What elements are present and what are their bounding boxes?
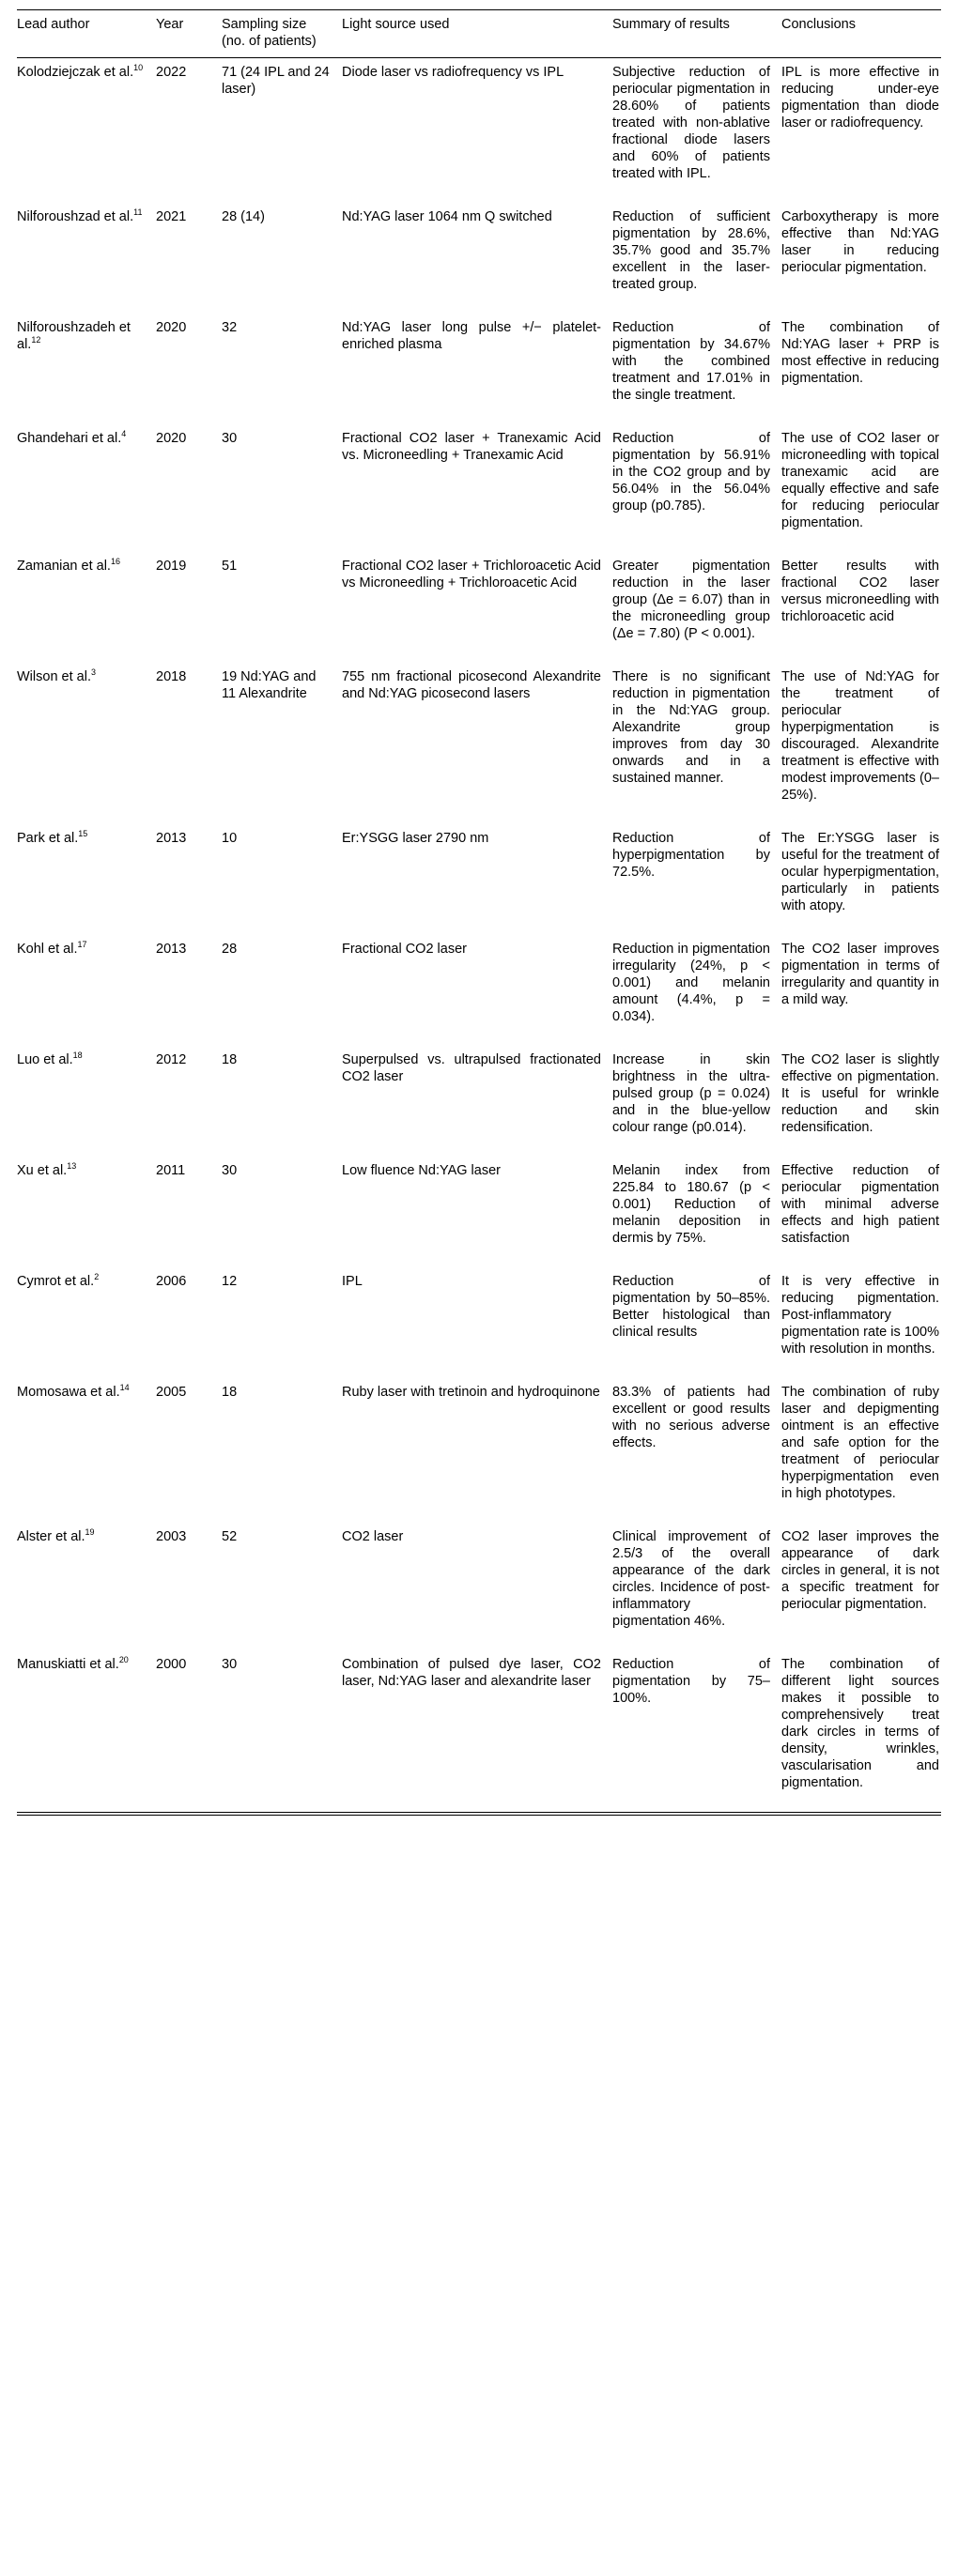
conclusions-cell: IPL is more effective in reducing under-eye pigmentation than diode laser or radiofrequency.	[781, 65, 939, 130]
sampling-size-cell: 32	[222, 320, 238, 335]
conclusions-cell: The CO2 laser improves pigmentation in terms of irregularity and quantity in a mild way.	[781, 942, 939, 1007]
summary-cell: Reduction of pigmentation by 56.91% in the CO2 group and by 56.04% in the 56.04% group (p0.785).	[612, 431, 770, 514]
reference-superscript: 11	[133, 207, 143, 218]
table-row	[17, 314, 941, 424]
light-source-cell: Superpulsed vs. ultrapulsed fractionated CO2 laser	[342, 1052, 601, 1084]
light-source-cell: Combination of pulsed dye laser, CO2 laser, Nd:YAG laser and alexandrite laser	[342, 1657, 601, 1689]
year-cell: 2018	[156, 669, 187, 684]
sampling-size-cell: 30	[222, 1657, 238, 1672]
lead-author-cell	[17, 424, 156, 552]
lead-author: Park et al.	[17, 831, 79, 846]
light-source-cell: IPL	[342, 1274, 363, 1289]
table-row	[17, 1046, 941, 1157]
conclusions-cell: The combination of Nd:YAG laser + PRP is most effective in reducing pigmentation.	[781, 320, 939, 386]
column-header-year: Year	[156, 10, 222, 58]
reference-superscript: 13	[67, 1161, 77, 1172]
lead-author-cell	[17, 663, 156, 824]
reference-superscript: 15	[78, 829, 88, 839]
sampling-size-cell: 52	[222, 1529, 238, 1544]
light-source-cell: Fractional CO2 laser + Tranexamic Acid vs. Microneedling + Tranexamic Acid	[342, 431, 601, 463]
summary-cell: Reduction of hyperpigmentation by 72.5%.	[612, 831, 770, 880]
results-table	[17, 9, 941, 1813]
reference-superscript: 17	[77, 940, 87, 950]
sampling-size-cell: 12	[222, 1274, 238, 1289]
lead-author: Luo et al.	[17, 1052, 73, 1067]
year-cell: 2013	[156, 831, 187, 846]
lead-author-cell	[17, 314, 156, 424]
lead-author-cell	[17, 1157, 156, 1267]
light-source-cell: Nd:YAG laser long pulse +/− platelet-enriched plasma	[342, 320, 601, 352]
summary-cell: There is no significant reduction in pigmentation in the Nd:YAG group. Alexandrite group improves from day 30 onwards and in a sustained manner.	[612, 669, 770, 786]
table-row	[17, 1378, 941, 1523]
light-source-cell: Fractional CO2 laser	[342, 942, 467, 957]
year-cell: 2000	[156, 1657, 187, 1672]
conclusions-cell: The use of CO2 laser or microneedling with topical tranexamic acid are equally effective and safe for reducing periocular pigmentation.	[781, 431, 939, 530]
year-cell: 2006	[156, 1274, 187, 1289]
light-source-cell: 755 nm fractional picosecond Alexandrite and Nd:YAG picosecond lasers	[342, 669, 601, 701]
year-cell: 2020	[156, 320, 187, 335]
conclusions-cell: The combination of different light sources makes it possible to comprehensively treat dark circles in terms of density, wrinkles, vascularisation and pigmentation.	[781, 1657, 939, 1790]
lead-author: Nilforoushzadeh et al.	[17, 320, 131, 352]
lead-author: Ghandehari et al.	[17, 431, 122, 446]
reference-superscript: 19	[85, 1527, 95, 1538]
lead-author-cell	[17, 203, 156, 314]
conclusions-cell: Better results with fractional CO2 laser versus microneedling with trichloroacetic acid	[781, 559, 939, 624]
year-cell: 2022	[156, 65, 187, 80]
sampling-size-cell: 10	[222, 831, 238, 846]
reference-superscript: 2	[94, 1272, 100, 1282]
year-cell: 2013	[156, 942, 187, 957]
table-row	[17, 424, 941, 552]
summary-cell: Reduction of pigmentation by 50–85%. Better histological than clinical results	[612, 1274, 770, 1340]
sampling-size-cell: 51	[222, 559, 238, 574]
conclusions-cell: CO2 laser improves the appearance of dark circles in general, it is not a specific treatment for periocular pigmentation.	[781, 1529, 939, 1612]
lead-author: Momosawa et al.	[17, 1385, 120, 1400]
lead-author: Alster et al.	[17, 1529, 85, 1544]
summary-cell: Reduction in pigmentation irregularity (24%, p < 0.001) and melanin amount (4.4%, p = 0.034).	[612, 942, 770, 1024]
lead-author-cell	[17, 58, 156, 204]
lead-author-cell	[17, 1378, 156, 1523]
year-cell: 2021	[156, 209, 187, 224]
light-source-cell: Fractional CO2 laser + Trichloroacetic Acid vs Microneedling + Trichloroacetic Acid	[342, 559, 601, 590]
summary-cell: Reduction of pigmentation by 75–100%.	[612, 1657, 770, 1706]
summary-cell: Melanin index from 225.84 to 180.67 (p < 0.001) Reduction of melanin deposition in dermis by 75%.	[612, 1163, 770, 1246]
conclusions-cell: The use of Nd:YAG for the treatment of periocular hyperpigmentation is discouraged. Alexandrite treatment is effective with modest improvements (0–25%).	[781, 669, 939, 803]
lead-author-cell	[17, 552, 156, 663]
summary-cell: Clinical improvement of 2.5/3 of the overall appearance of the dark circles. Incidence of post-inflammatory pigmentation 46%.	[612, 1529, 770, 1629]
lead-author: Xu et al.	[17, 1163, 68, 1178]
column-header-summary: Summary of results	[612, 10, 781, 58]
lead-author: Nilforoushzad et al.	[17, 209, 134, 224]
conclusions-cell: The Er:YSGG laser is useful for the treatment of ocular hyperpigmentation, particularly in patients with atopy.	[781, 831, 939, 913]
reference-superscript: 18	[72, 1050, 83, 1061]
reference-superscript: 12	[31, 335, 41, 345]
lead-author: Kohl et al.	[17, 942, 78, 957]
year-cell: 2020	[156, 431, 187, 446]
lead-author: Wilson et al.	[17, 669, 91, 684]
table-row	[17, 58, 941, 204]
column-header-sampling-size: Sampling size (no. of patients)	[222, 10, 342, 58]
table-bottom-rule	[17, 1815, 941, 1816]
reference-superscript: 4	[121, 429, 127, 439]
table-row	[17, 203, 941, 314]
lead-author: Kolodziejczak et al.	[17, 65, 134, 80]
conclusions-cell: The CO2 laser is slightly effective on pigmentation. It is useful for wrinkle reduction and skin redensification.	[781, 1052, 939, 1135]
summary-cell: Greater pigmentation reduction in the laser group (Δe = 6.07) than in the microneedling group (Δe = 7.80) (P < 0.001).	[612, 559, 770, 641]
year-cell: 2003	[156, 1529, 187, 1544]
table-row	[17, 1157, 941, 1267]
reference-superscript: 3	[90, 667, 96, 678]
light-source-cell: Nd:YAG laser 1064 nm Q switched	[342, 209, 552, 224]
lead-author-cell	[17, 1650, 156, 1813]
light-source-cell: Diode laser vs radiofrequency vs IPL	[342, 65, 564, 80]
table-row	[17, 552, 941, 663]
column-header-conclusions: Conclusions	[781, 10, 941, 58]
sampling-size-cell: 28	[222, 942, 238, 957]
conclusions-cell: Carboxytherapy is more effective than Nd:YAG laser in reducing periocular pigmentation.	[781, 209, 939, 275]
light-source-cell: CO2 laser	[342, 1529, 404, 1544]
sampling-size-cell: 18	[222, 1052, 238, 1067]
sampling-size-cell: 19 Nd:YAG and 11 Alexandrite	[222, 669, 317, 701]
reference-superscript: 14	[119, 1383, 130, 1393]
sampling-size-cell: 71 (24 IPL and 24 laser)	[222, 65, 330, 97]
reference-superscript: 16	[110, 557, 120, 567]
lead-author-cell	[17, 1523, 156, 1650]
lead-author: Manuskiatti et al.	[17, 1657, 119, 1672]
lead-author: Cymrot et al.	[17, 1274, 95, 1289]
year-cell: 2012	[156, 1052, 187, 1067]
summary-cell: 83.3% of patients had excellent or good results with no serious adverse effects.	[612, 1385, 770, 1450]
reference-superscript: 10	[133, 63, 144, 73]
sampling-size-cell: 30	[222, 431, 238, 446]
summary-cell: Increase in skin brightness in the ultra-pulsed group (p = 0.024) and in the blue-yellow colour range (p0.014).	[612, 1052, 770, 1135]
summary-cell: Reduction of pigmentation by 34.67% with the combined treatment and 17.01% in the single treatment.	[612, 320, 770, 403]
light-source-cell: Low fluence Nd:YAG laser	[342, 1163, 501, 1178]
sampling-size-cell: 18	[222, 1385, 238, 1400]
sampling-size-cell: 28 (14)	[222, 209, 265, 224]
reference-superscript: 20	[118, 1655, 129, 1665]
lead-author-cell	[17, 1046, 156, 1157]
table-row	[17, 663, 941, 824]
lead-author-cell	[17, 935, 156, 1046]
conclusions-cell: The combination of ruby laser and depigmenting ointment is an effective and safe option for the treatment of periocular hyperpigmentation even in high phototypes.	[781, 1385, 939, 1501]
table-row	[17, 1523, 941, 1650]
conclusions-cell: Effective reduction of periocular pigmentation with minimal adverse effects and high patient satisfaction	[781, 1163, 939, 1246]
light-source-cell: Er:YSGG laser 2790 nm	[342, 831, 489, 846]
lead-author: Zamanian et al.	[17, 559, 111, 574]
table-row	[17, 1267, 941, 1378]
conclusions-cell: It is very effective in reducing pigmentation. Post-inflammatory pigmentation rate is 100% with resolution in months.	[781, 1274, 939, 1357]
sampling-size-cell: 30	[222, 1163, 238, 1178]
table-row	[17, 1650, 941, 1813]
column-header-light-source: Light source used	[342, 10, 612, 58]
table-row	[17, 935, 941, 1046]
year-cell: 2019	[156, 559, 187, 574]
lead-author-cell	[17, 824, 156, 935]
summary-cell: Reduction of sufficient pigmentation by 28.6%, 35.7% good and 35.7% excellent in the laser-treated group.	[612, 209, 770, 292]
light-source-cell: Ruby laser with tretinoin and hydroquinone	[342, 1385, 600, 1400]
lead-author-cell	[17, 1267, 156, 1378]
year-cell: 2011	[156, 1163, 186, 1178]
summary-cell: Subjective reduction of periocular pigmentation in 28.60% of patients treated with non-ablative fractional diode lasers and 60% of patients treated with IPL.	[612, 65, 770, 181]
year-cell: 2005	[156, 1385, 187, 1400]
table-row	[17, 824, 941, 935]
header-row	[17, 10, 941, 58]
column-header-lead-author: Lead author	[17, 10, 156, 58]
